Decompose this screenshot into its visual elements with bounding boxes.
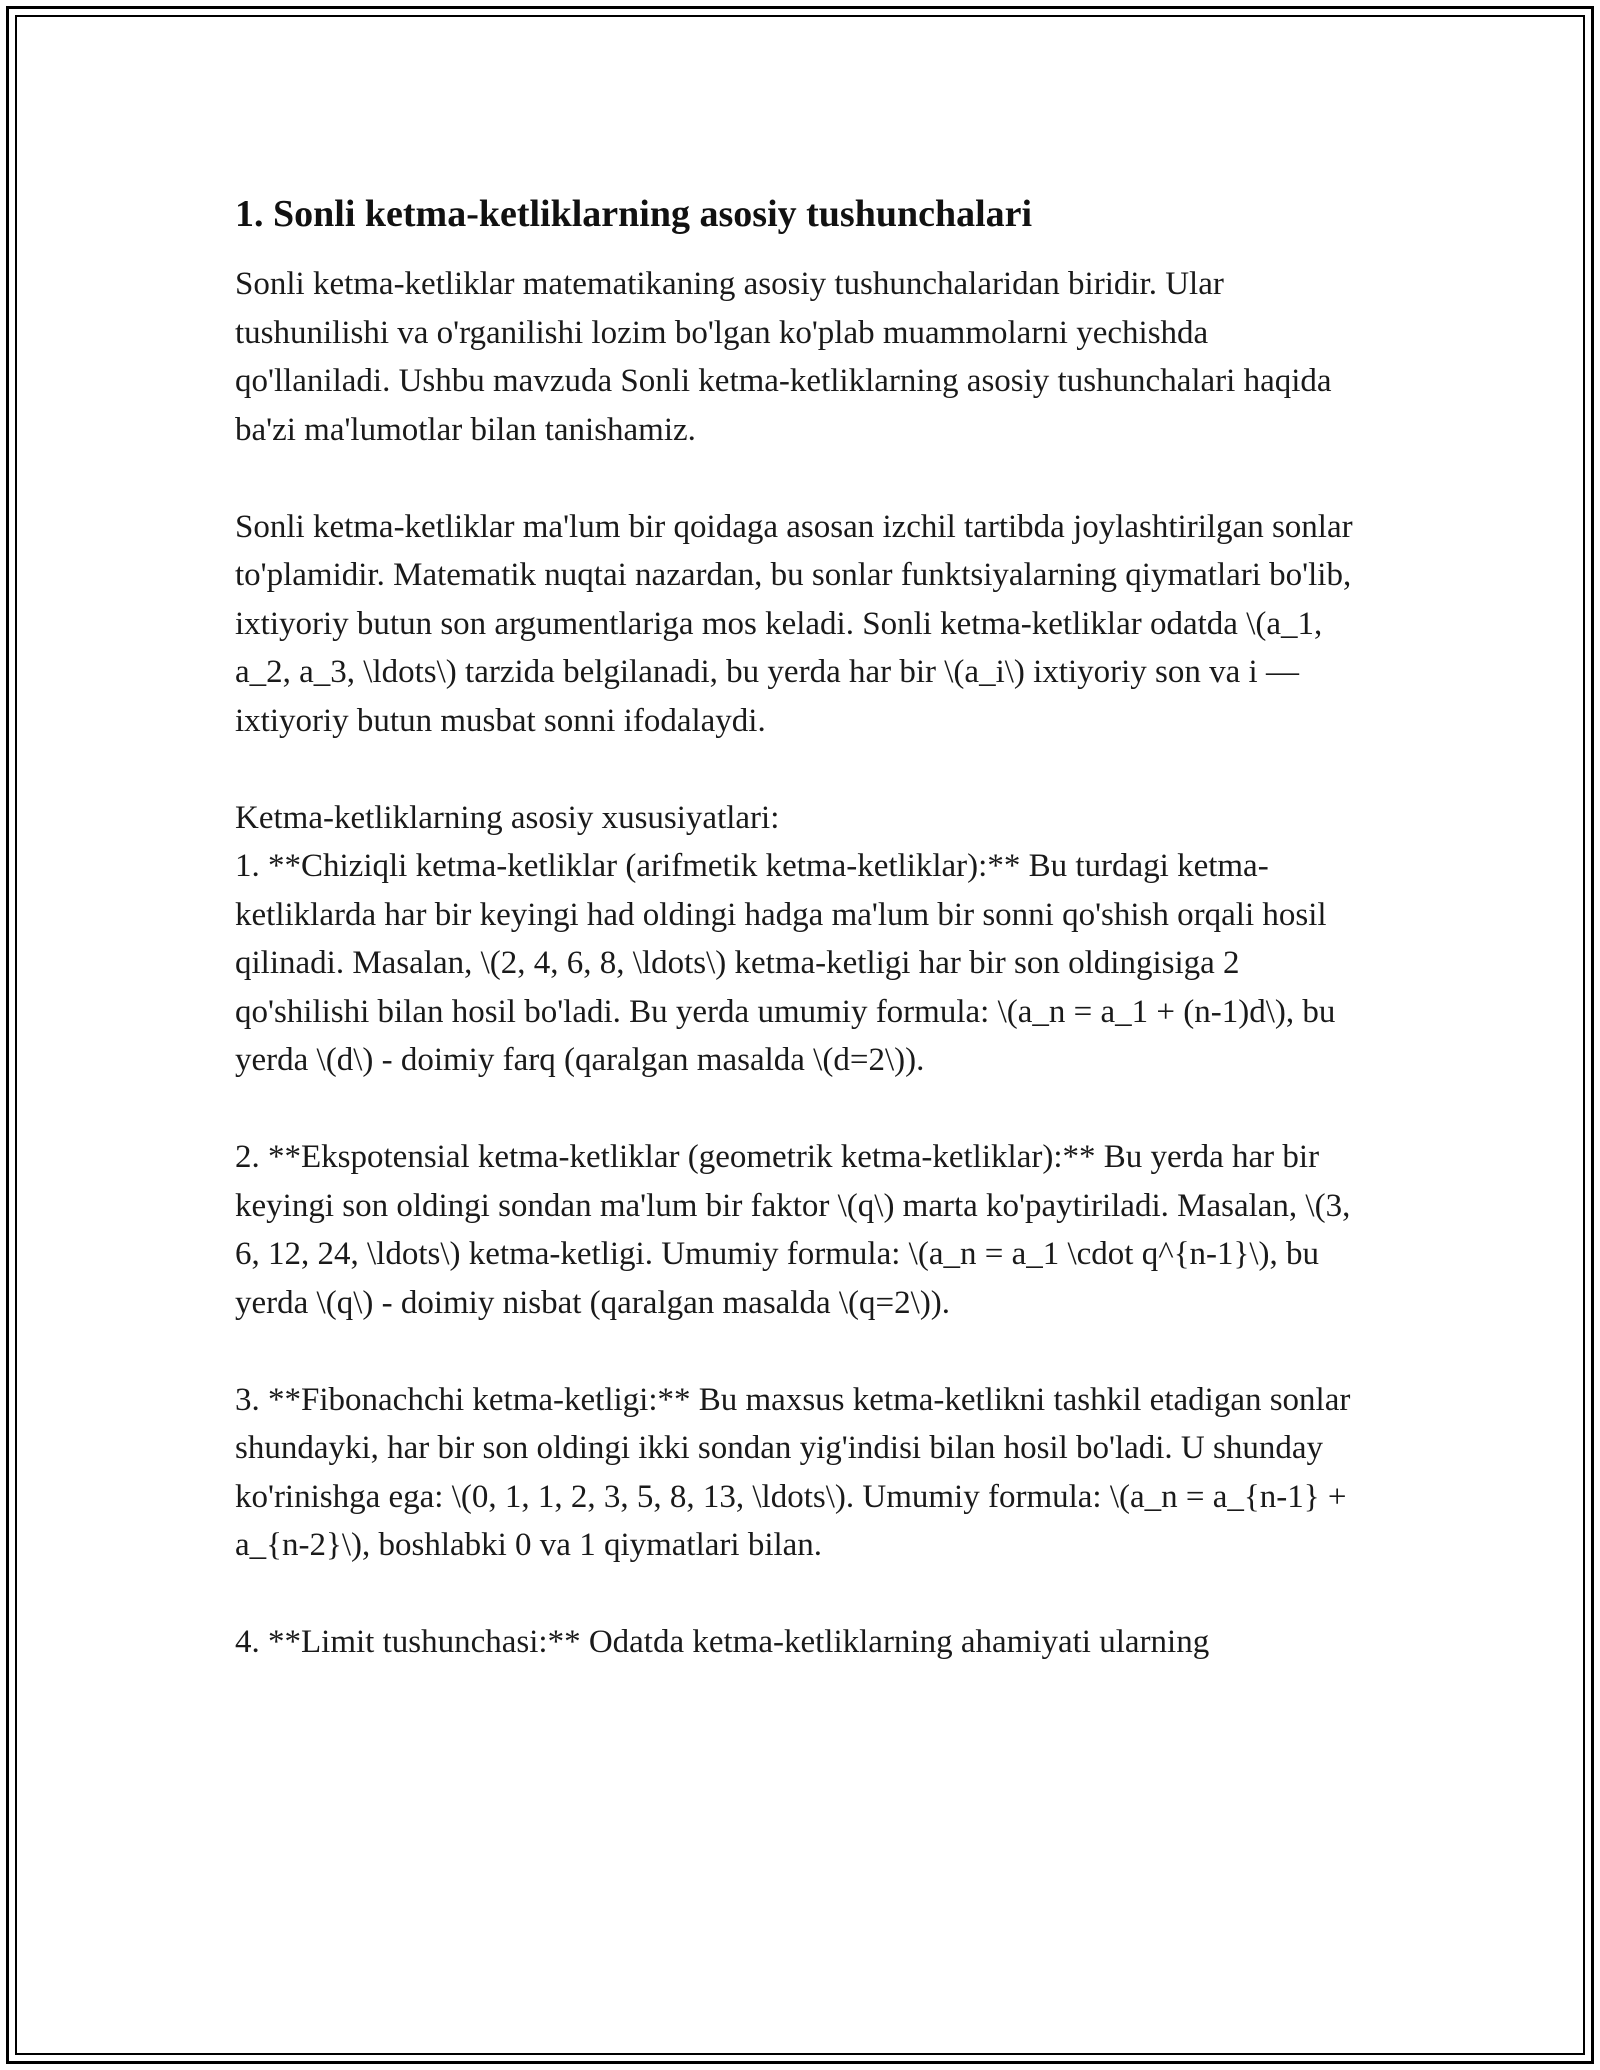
paragraph-spacer	[235, 1327, 1365, 1376]
paragraph-spacer	[235, 454, 1365, 503]
list-item-limit: 4. **Limit tushunchasi:** Odatda ketma-ketliklarning ahamiyati ularning	[235, 1624, 1210, 1660]
list-item-arithmetic: 1. **Chiziqli ketma-ketliklar (arifmetik ketma-ketliklar):** Bu turdagi ketma-ketliklarda har bir keyingi had oldingi hadga ma'lum bir sonni qo'shish orqali hosil qilinadi. Masalan, \(2, 4, 6, 8, \ldots\) ketma-ketligi har bir son oldingisiga 2 qo'shilishi bilan hosil bo'ladi. Bu yerda umumiy formula: \(a_n = a_1 + (n-1)d\), bu yerda \(d\) - doimiy farq (qaralgan masalda \(d=2\)).	[235, 848, 1336, 1078]
paragraph-spacer	[235, 1085, 1365, 1134]
paragraph-spacer	[235, 745, 1365, 794]
list-item-geometric: 2. **Ekspotensial ketma-ketliklar (geometrik ketma-ketliklar):** Bu yerda har bir keyingi son oldingi sondan ma'lum bir faktor \(q\) marta ko'paytiriladi. Masalan, \(3, 6, 12, 24, \ldots\) ketma-ketligi. Umumiy formula: \(a_n = a_1 \cdot q^{n-1}\), bu yerda \(q\) - doimiy nisbat (qaralgan masalda \(q=2\)).	[235, 1139, 1351, 1321]
paragraph-spacer	[235, 1570, 1365, 1619]
list-item-fibonacci: 3. **Fibonachchi ketma-ketligi:** Bu maxsus ketma-ketlikni tashkil etadigan sonlar shundayki, har bir son oldingi ikki sondan yig'indisi bilan hosil bo'ladi. U shunday ko'rinishga ega: \(0, 1, 1, 2, 3, 5, 8, 13, \ldots\). Umumiy formula: \(a_n = a_{n-1} + a_{n-2}\), boshlabki 0 va 1 qiymatlari bilan.	[235, 1381, 1351, 1563]
definition-paragraph: Sonli ketma-ketliklar ma'lum bir qoidaga asosan izchil tartibda joylashtirilgan sonlar to'plamidir. Matematik nuqtai nazardan, bu sonlar funktsiyalarning qiymatlari bo'lib, ixtiyoriy butun son argumentlariga mos keladi. Sonli ketma-ketliklar odatda \(a_1, a_2, a_3, \ldots\) tarzida belgilanadi, bu yerda har bir \(a_i\) ixtiyoriy son va i — ixtiyoriy butun musbat sonni ifodalaydi.	[235, 508, 1353, 739]
properties-heading: Ketma-ketliklarning asosiy xususiyatlari:	[235, 799, 780, 836]
section-title: 1. Sonli ketma-ketliklarning asosiy tushunchalari	[235, 193, 1033, 235]
document-body	[235, 190, 1365, 1667]
intro-paragraph: Sonli ketma-ketliklar matematikaning asosiy tushunchalaridan biridir. Ular tushunilishi va o'rganilishi lozim bo'lgan ko'plab muammolarni yechishda qo'llaniladi. Ushbu mavzuda Sonli ketma-ketliklarning asosiy tushunchalari haqida ba'zi ma'lumotlar bilan tanishamiz.	[235, 266, 1332, 448]
